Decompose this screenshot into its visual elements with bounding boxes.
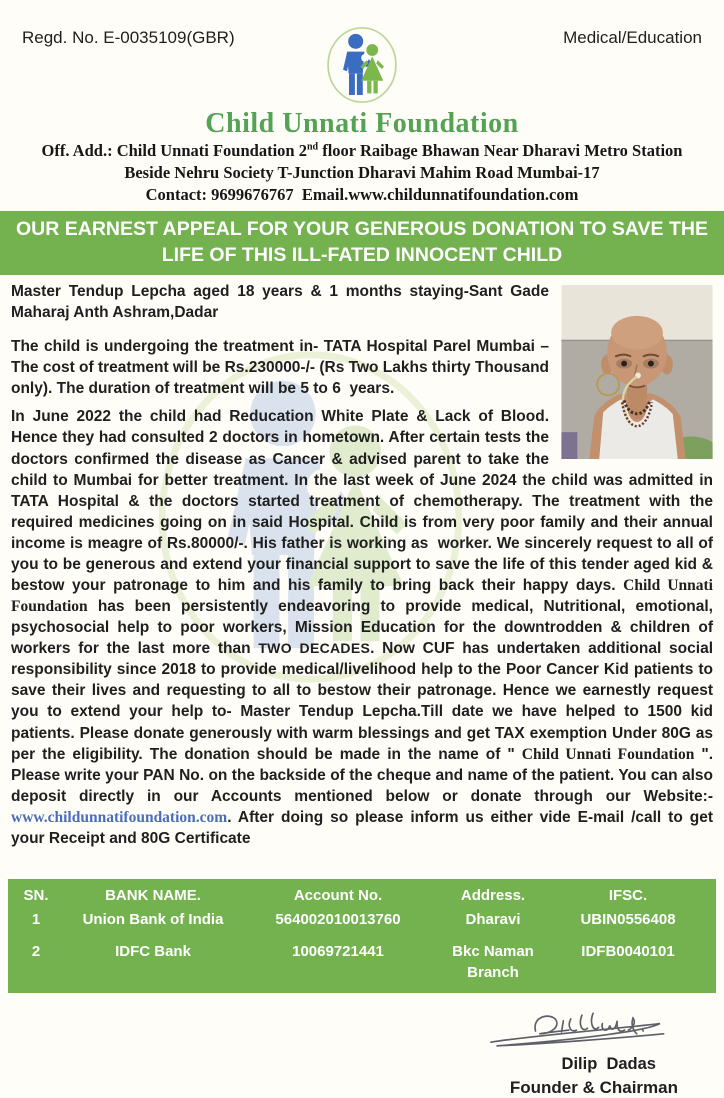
paragraph-segment: . Now CUF has undertaken additional social responsibility since 2018 to provide medical/livelihood help to the Poor Cancer Kid patients to save their lives and requesting to all to bestow their patronage. Hence we earnestly request you to extend your help to- Master Tendup Lepcha.Till date we have helped to 1500 kid patients. Please donate generously with warm blessings and get TAX exemption Under 80G as per the eligibility. The donation should be made in the name of " <box>11 640 718 763</box>
paragraph-segment: TWO DECADES <box>258 640 371 657</box>
table-cell: IDFC Bank <box>115 942 191 960</box>
website-link[interactable]: www.childunnatifoundation.com <box>11 808 228 826</box>
table-cell: IDFB0040101 <box>581 942 675 960</box>
adult-and-child-figures-icon <box>316 24 408 106</box>
table-row <box>8 941 716 985</box>
appeal-main-paragraph <box>11 406 722 849</box>
table-cell: UBIN0556408 <box>580 910 676 928</box>
office-address-line1 <box>0 140 724 162</box>
contact-line: Contact: 9699676767 Email.www.childunnatifoundation.com <box>145 184 579 204</box>
paragraph-segment: has been persistently endeavoring to provide medical, Nutritional, emotional, psychosocial help to poor workers, Mission Education for the downtrodden & children of workers for the last more than <box>11 598 722 658</box>
registration-number: Regd. No. E-0035109(GBR) <box>22 28 235 47</box>
patient-intro-paragraph: Master Tendup Lepcha aged 18 years & 1 months staying-Sant Gade Maharaj Anth Ashram,Dadar <box>11 282 554 322</box>
appeal-banner-line1: OUR EARNEST APPEAL FOR YOUR GENEROUS DONATION TO SAVE THE <box>16 218 708 241</box>
table-cell: Union Bank of India <box>82 910 224 928</box>
ordinal-superscript: nd <box>306 141 319 153</box>
letter-body <box>0 275 724 849</box>
bank-details-table <box>8 879 716 993</box>
table-cell: 1 <box>31 910 41 928</box>
letter-content <box>11 281 722 849</box>
office-address-line2: Beside Nehru Society T-Junction Dharavi Mahim Road Mumbai-17 <box>124 162 600 182</box>
signatory-name: Dilip Dadas <box>561 1055 656 1074</box>
table-cell: 10069721441 <box>292 942 384 960</box>
paragraph-segment: Child Unnati Foundation <box>521 745 695 763</box>
address-suffix: floor Raibage Bhawan Near Dharavi Metro Station <box>318 141 683 160</box>
table-cell: 564002010013760 <box>275 910 401 928</box>
letterhead-top-row <box>0 24 724 106</box>
paragraph-segment: . After doing so please inform us either vide E-mail /call to get your Receipt and 80G Certificate <box>11 808 718 847</box>
paragraph-segment: ". Please write your PAN No. on the backside of the cheque and name of the patient. You can also deposit directly in our Accounts mentioned below or donate through our Website:- <box>11 745 718 805</box>
table-header-cell: SN. <box>23 887 49 905</box>
category-label: Medical/Education <box>563 28 702 47</box>
appeal-banner <box>0 211 724 275</box>
table-header-cell: BANK NAME. <box>105 887 201 905</box>
signatory-title: Founder & Chairman <box>509 1078 678 1098</box>
table-row <box>8 909 716 931</box>
letterhead <box>0 0 724 205</box>
table-header-row <box>8 885 716 907</box>
handwritten-signature-icon <box>466 1005 696 1057</box>
appeal-banner-line2: LIFE OF THIS ILL-FATED INNOCENT CHILD <box>161 243 563 266</box>
table-header-cell: IFSC. <box>608 887 648 905</box>
table-cell: Bkc Naman Branch <box>452 942 534 982</box>
treatment-cost-paragraph: The child is undergoing the treatment in- TATA Hospital Parel Mumbai – The cost of treatment will be Rs.230000-/- (Rs Two Lakhs thirty Thousand only). The duration of treatment will be 5 to 6 years. <box>11 338 554 398</box>
table-cell: Dharavi <box>465 910 521 928</box>
paragraph-segment: Child Unnati Foundation <box>11 577 717 616</box>
table-body <box>8 909 716 984</box>
patient-photo <box>561 285 713 459</box>
address-prefix: Off. Add.: Child Unnati Foundation 2 <box>41 141 307 160</box>
paragraph-segment: In June 2022 the child had Reducation White Plate & Lack of Blood. Hence they had consulted 2 doctors in hometown. After certain tests the doctors confirmed the disease as Cancer & advised parent to take the child to Mumbai for better treatment. In the last week of June 2024 the child was admitted in TATA Hospital & the doctors started treatment of chemotherapy. The treatment with the required medicines going on in said Hospital. Child is from very poor family and their annual income is meagre of Rs.80000/-. His father is working as worker. We sincerely request to all of you to be generous and extend your financial support to save the life of this tender aged kid & bestow your patronage to him and his family to bring back their happy days. <box>11 408 718 594</box>
organization-name: Child Unnati Foundation <box>205 108 519 139</box>
table-header-cell: Account No. <box>293 887 383 905</box>
signature-block <box>0 1005 696 1098</box>
foundation-logo-icon <box>310 24 414 106</box>
table-cell: 2 <box>31 942 41 960</box>
table-header-cell: Address. <box>460 887 526 905</box>
